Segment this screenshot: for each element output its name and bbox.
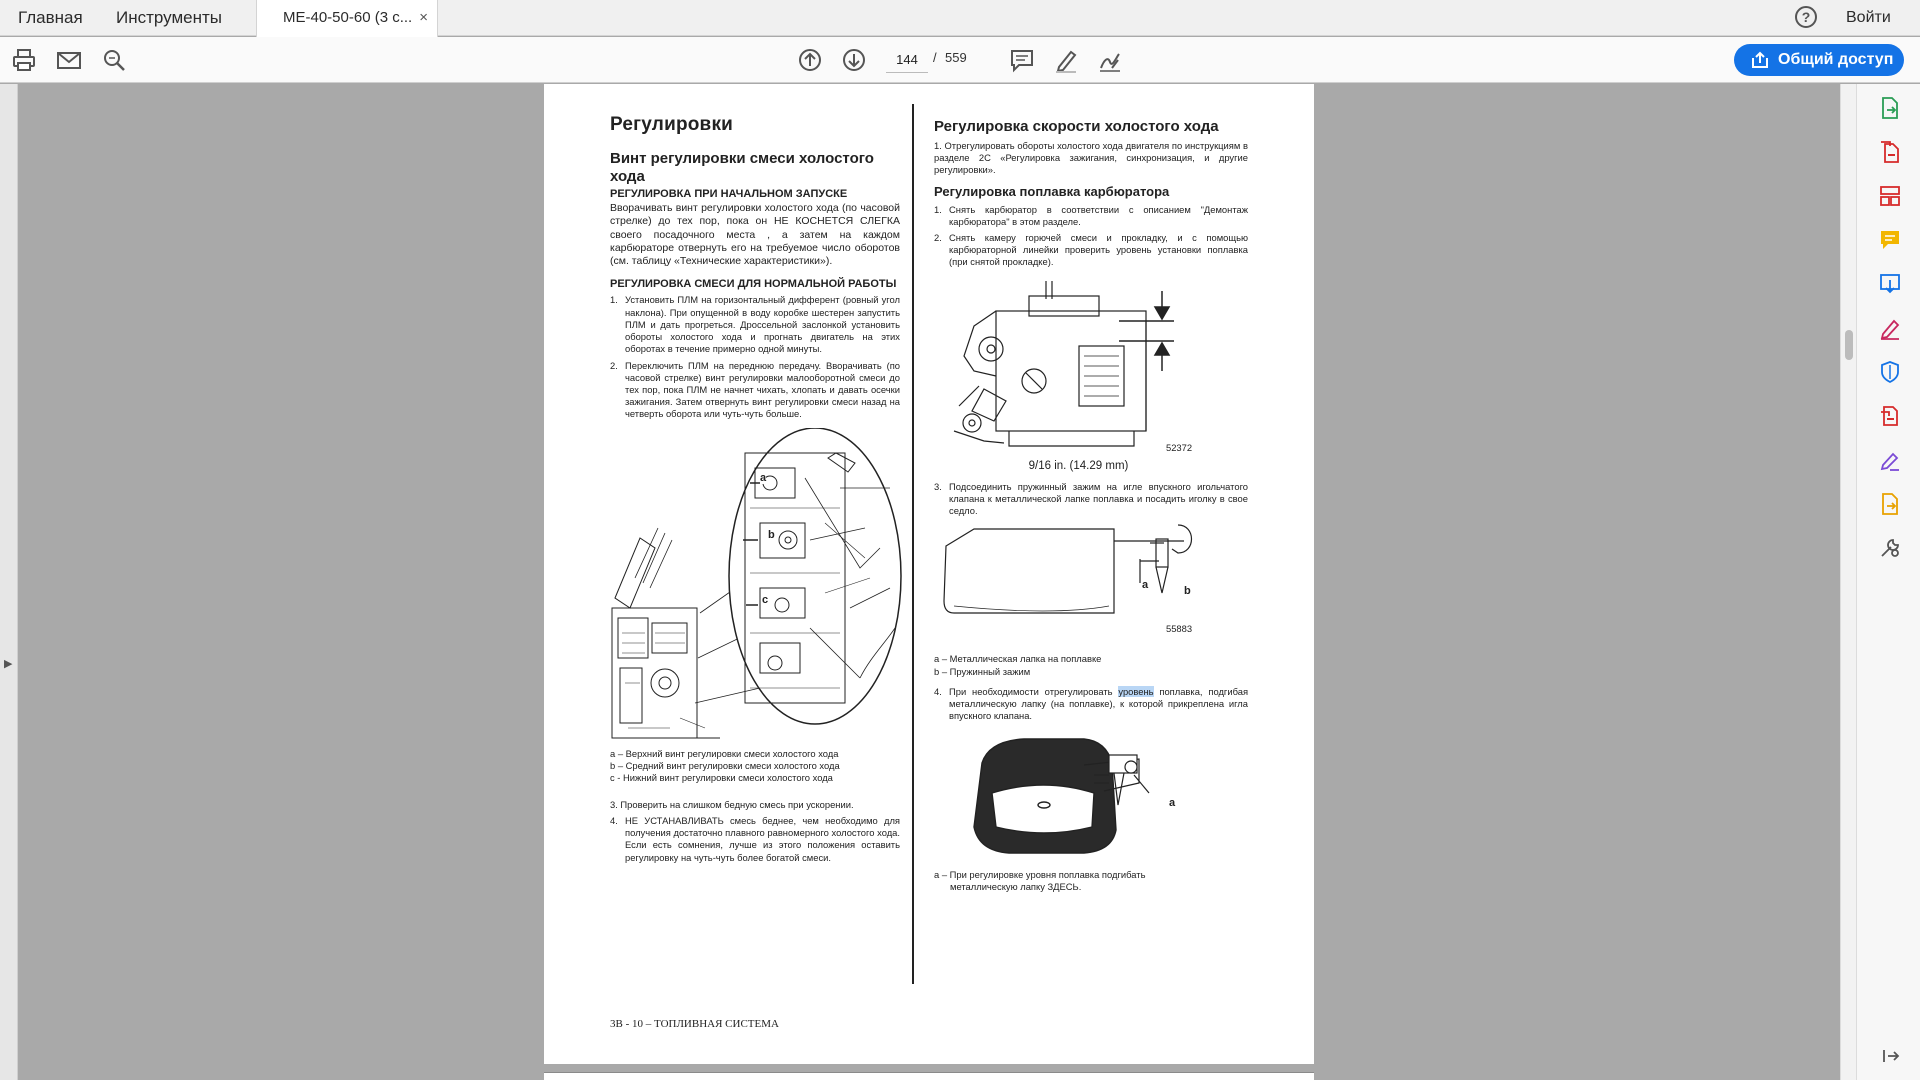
figure-number: 52372 xyxy=(1166,441,1193,453)
float-adjust-illustration xyxy=(934,735,1248,855)
left-column xyxy=(610,114,900,868)
paragraph: 1. Отрегулировать обороты холостого хода двигателя по инструкциям в разделе 2С «Регулировка зажигания, синхронизация, и другие регулировки». xyxy=(934,140,1248,176)
figure-caption: металлическую лапку ЗДЕСЬ. xyxy=(950,881,1082,893)
float-adjust-figure xyxy=(934,735,1248,855)
page-separator: / xyxy=(933,50,937,65)
close-tab-icon[interactable]: × xyxy=(419,9,428,26)
carburetor-gauge-figure xyxy=(934,281,1248,456)
page-down-icon[interactable] xyxy=(840,46,868,74)
protect-shield-icon[interactable] xyxy=(1878,360,1902,384)
section-heading: Регулировка поплавка карбюратора xyxy=(934,183,1170,199)
page-up-icon[interactable] xyxy=(796,46,824,74)
text-selection-highlight[interactable]: уровень xyxy=(1118,686,1154,698)
login-button[interactable]: Войти xyxy=(1846,9,1891,26)
page-total: 559 xyxy=(945,50,967,65)
print-icon[interactable] xyxy=(10,46,38,74)
scan-ocr-icon[interactable] xyxy=(1878,272,1902,296)
expand-left-panel-icon[interactable]: ▶ xyxy=(4,658,13,670)
left-panel-collapsed xyxy=(0,84,18,1080)
share-button[interactable] xyxy=(1734,44,1904,76)
create-pdf-icon[interactable] xyxy=(1878,140,1902,164)
float-illustration xyxy=(934,521,1248,643)
sign-icon[interactable] xyxy=(1096,46,1124,74)
section-subtitle: Винт регулировки смеси холостого хода xyxy=(610,150,874,185)
comment-tool-icon[interactable] xyxy=(1878,228,1902,252)
list-item: 2. Переключить ПЛМ на переднюю передачу. Вворачивать (по часовой стрелке) винт регулировки малооборотной смеси до тех пор, пока ПЛМ не начнет чихать, хлопать и давать осечки зажигания. Затем отвернуть винт регулировки смеси назад на четверть оборота или чуть-чуть больше. xyxy=(610,359,900,420)
carburetor-illustration xyxy=(934,281,1248,456)
figure-legend-item: a – Металлическая лапка на поплавке xyxy=(934,653,1102,665)
page-footer: 3B - 10 – ТОПЛИВНАЯ СИСТЕМА xyxy=(610,1018,779,1030)
right-column xyxy=(934,118,1248,893)
list-item: 4. При необходимости отрегулировать уровень поплавка, подгибая металлическую лапку (на поплавке), к которой прикреплена игла впускного клапана. xyxy=(934,686,1249,722)
section-heading: РЕГУЛИРОВКА ПРИ НАЧАЛЬНОМ ЗАПУСКЕ xyxy=(610,188,848,200)
more-tools-icon[interactable] xyxy=(1878,536,1902,560)
vertical-scrollbar[interactable] xyxy=(1840,84,1856,1080)
collapse-pane-icon[interactable] xyxy=(1878,1044,1902,1068)
tab-document[interactable] xyxy=(256,0,438,37)
zoom-search-icon[interactable] xyxy=(100,46,128,74)
list-item: 4. НЕ УСТАНАВЛИВАТЬ смесь беднее, чем необходимо для получения достаточно плавного равномерного холостого хода. Если есть сомнения, лучше из этого положения оставить регулировку на чуть-чуть более богатой смеси. xyxy=(610,814,900,863)
figure-label: b xyxy=(768,528,775,541)
right-tools-pane xyxy=(1856,84,1920,1080)
page-title: Регулировки xyxy=(610,114,734,135)
tab-document-label: ME-40-50-60 (3 с... xyxy=(283,9,413,26)
page-number-input[interactable] xyxy=(886,47,928,73)
highlight-pen-icon[interactable] xyxy=(1052,46,1080,74)
figure-legend-item: c - Нижний винт регулировки смеси холостого хода xyxy=(610,772,833,784)
figure-label: a xyxy=(760,471,767,484)
tab-tools[interactable]: Инструменты xyxy=(116,8,223,27)
list-item: 2. Снять камеру горючей смеси и прокладку, и с помощью карбюраторной линейки проверить уровень установки поплавка (при снятой прокладке). xyxy=(934,232,1248,268)
figure-legend-item: a – Верхний винт регулировки смеси холостого хода xyxy=(610,747,839,759)
section-title: Регулировка скорости холостого хода xyxy=(934,118,1219,135)
engine-carburetor-figure xyxy=(610,428,910,746)
share-icon xyxy=(1750,50,1770,70)
send-file-icon[interactable] xyxy=(1878,492,1902,516)
tab-home[interactable]: Главная xyxy=(18,8,83,27)
paragraph: Вворачивать винт регулировки холостого хода (по часовой стрелке) до тех пор, пока он НЕ КОСНЕТСЯ СЛЕГКА своего посадочного места , а затем на каждом карбюраторе отвернуть его на требуемое число оборотов (см. таблицу «Технические характеристики»). xyxy=(610,202,900,268)
send-for-signature-icon[interactable] xyxy=(1878,448,1902,472)
next-page-edge xyxy=(544,1072,1314,1080)
column-divider xyxy=(912,104,914,984)
list-item: 1. Установить ПЛМ на горизонтальный дифферент (ровный угол наклона). При опущенной в воду коробке шестерен запустить ПЛМ и дать прогреться. Дроссельной заслонкой установить обороты холостого хода и прогнать двигатель на этих оборотах в течение примерно одной минуты. xyxy=(610,294,900,355)
mail-icon[interactable] xyxy=(55,46,83,74)
share-button-label: Общий доступ xyxy=(1778,51,1894,68)
figure-legend-item: b – Средний винт регулировки смеси холостого хода xyxy=(610,759,840,771)
figure-caption: a – При регулировке уровня поплавка подгибать xyxy=(934,868,1146,880)
help-icon[interactable]: ? xyxy=(1795,6,1817,28)
toolbar xyxy=(0,37,1920,83)
scrollbar-thumb[interactable] xyxy=(1845,330,1853,360)
fill-sign-icon[interactable] xyxy=(1878,316,1902,340)
list-item: 3. Проверить на слишком бедную смесь при ускорении. xyxy=(610,798,854,810)
list-item: 1. Снять карбюратор в соответствии с описанием "Демонтаж карбюратора" в этом разделе. xyxy=(934,203,1248,227)
figure-caption: 9/16 in. (14.29 mm) xyxy=(1028,459,1129,472)
list-item: 3. Подсоединить пружинный зажим на игле впускного игольчатого клапана к металлической лапке поплавка и посадить иголку в свое седло. xyxy=(934,480,1248,517)
comment-icon[interactable] xyxy=(1008,46,1036,74)
pdf-page xyxy=(544,84,1314,1064)
figure-label: a xyxy=(1142,579,1149,592)
edit-pdf-icon[interactable] xyxy=(1878,404,1902,428)
export-pdf-icon[interactable] xyxy=(1878,96,1902,120)
tab-bar xyxy=(0,0,1920,36)
figure-legend-item: b – Пружинный зажим xyxy=(934,665,1031,677)
section-heading: РЕГУЛИРОВКА СМЕСИ ДЛЯ НОРМАЛЬНОЙ РАБОТЫ xyxy=(610,278,897,291)
organize-pages-icon[interactable] xyxy=(1878,184,1902,208)
figure-label: a xyxy=(1169,796,1176,809)
figure-label: c xyxy=(762,593,769,606)
float-needle-figure xyxy=(934,521,1248,643)
figure-label: b xyxy=(1184,585,1191,598)
figure-number: 55883 xyxy=(1166,623,1193,635)
